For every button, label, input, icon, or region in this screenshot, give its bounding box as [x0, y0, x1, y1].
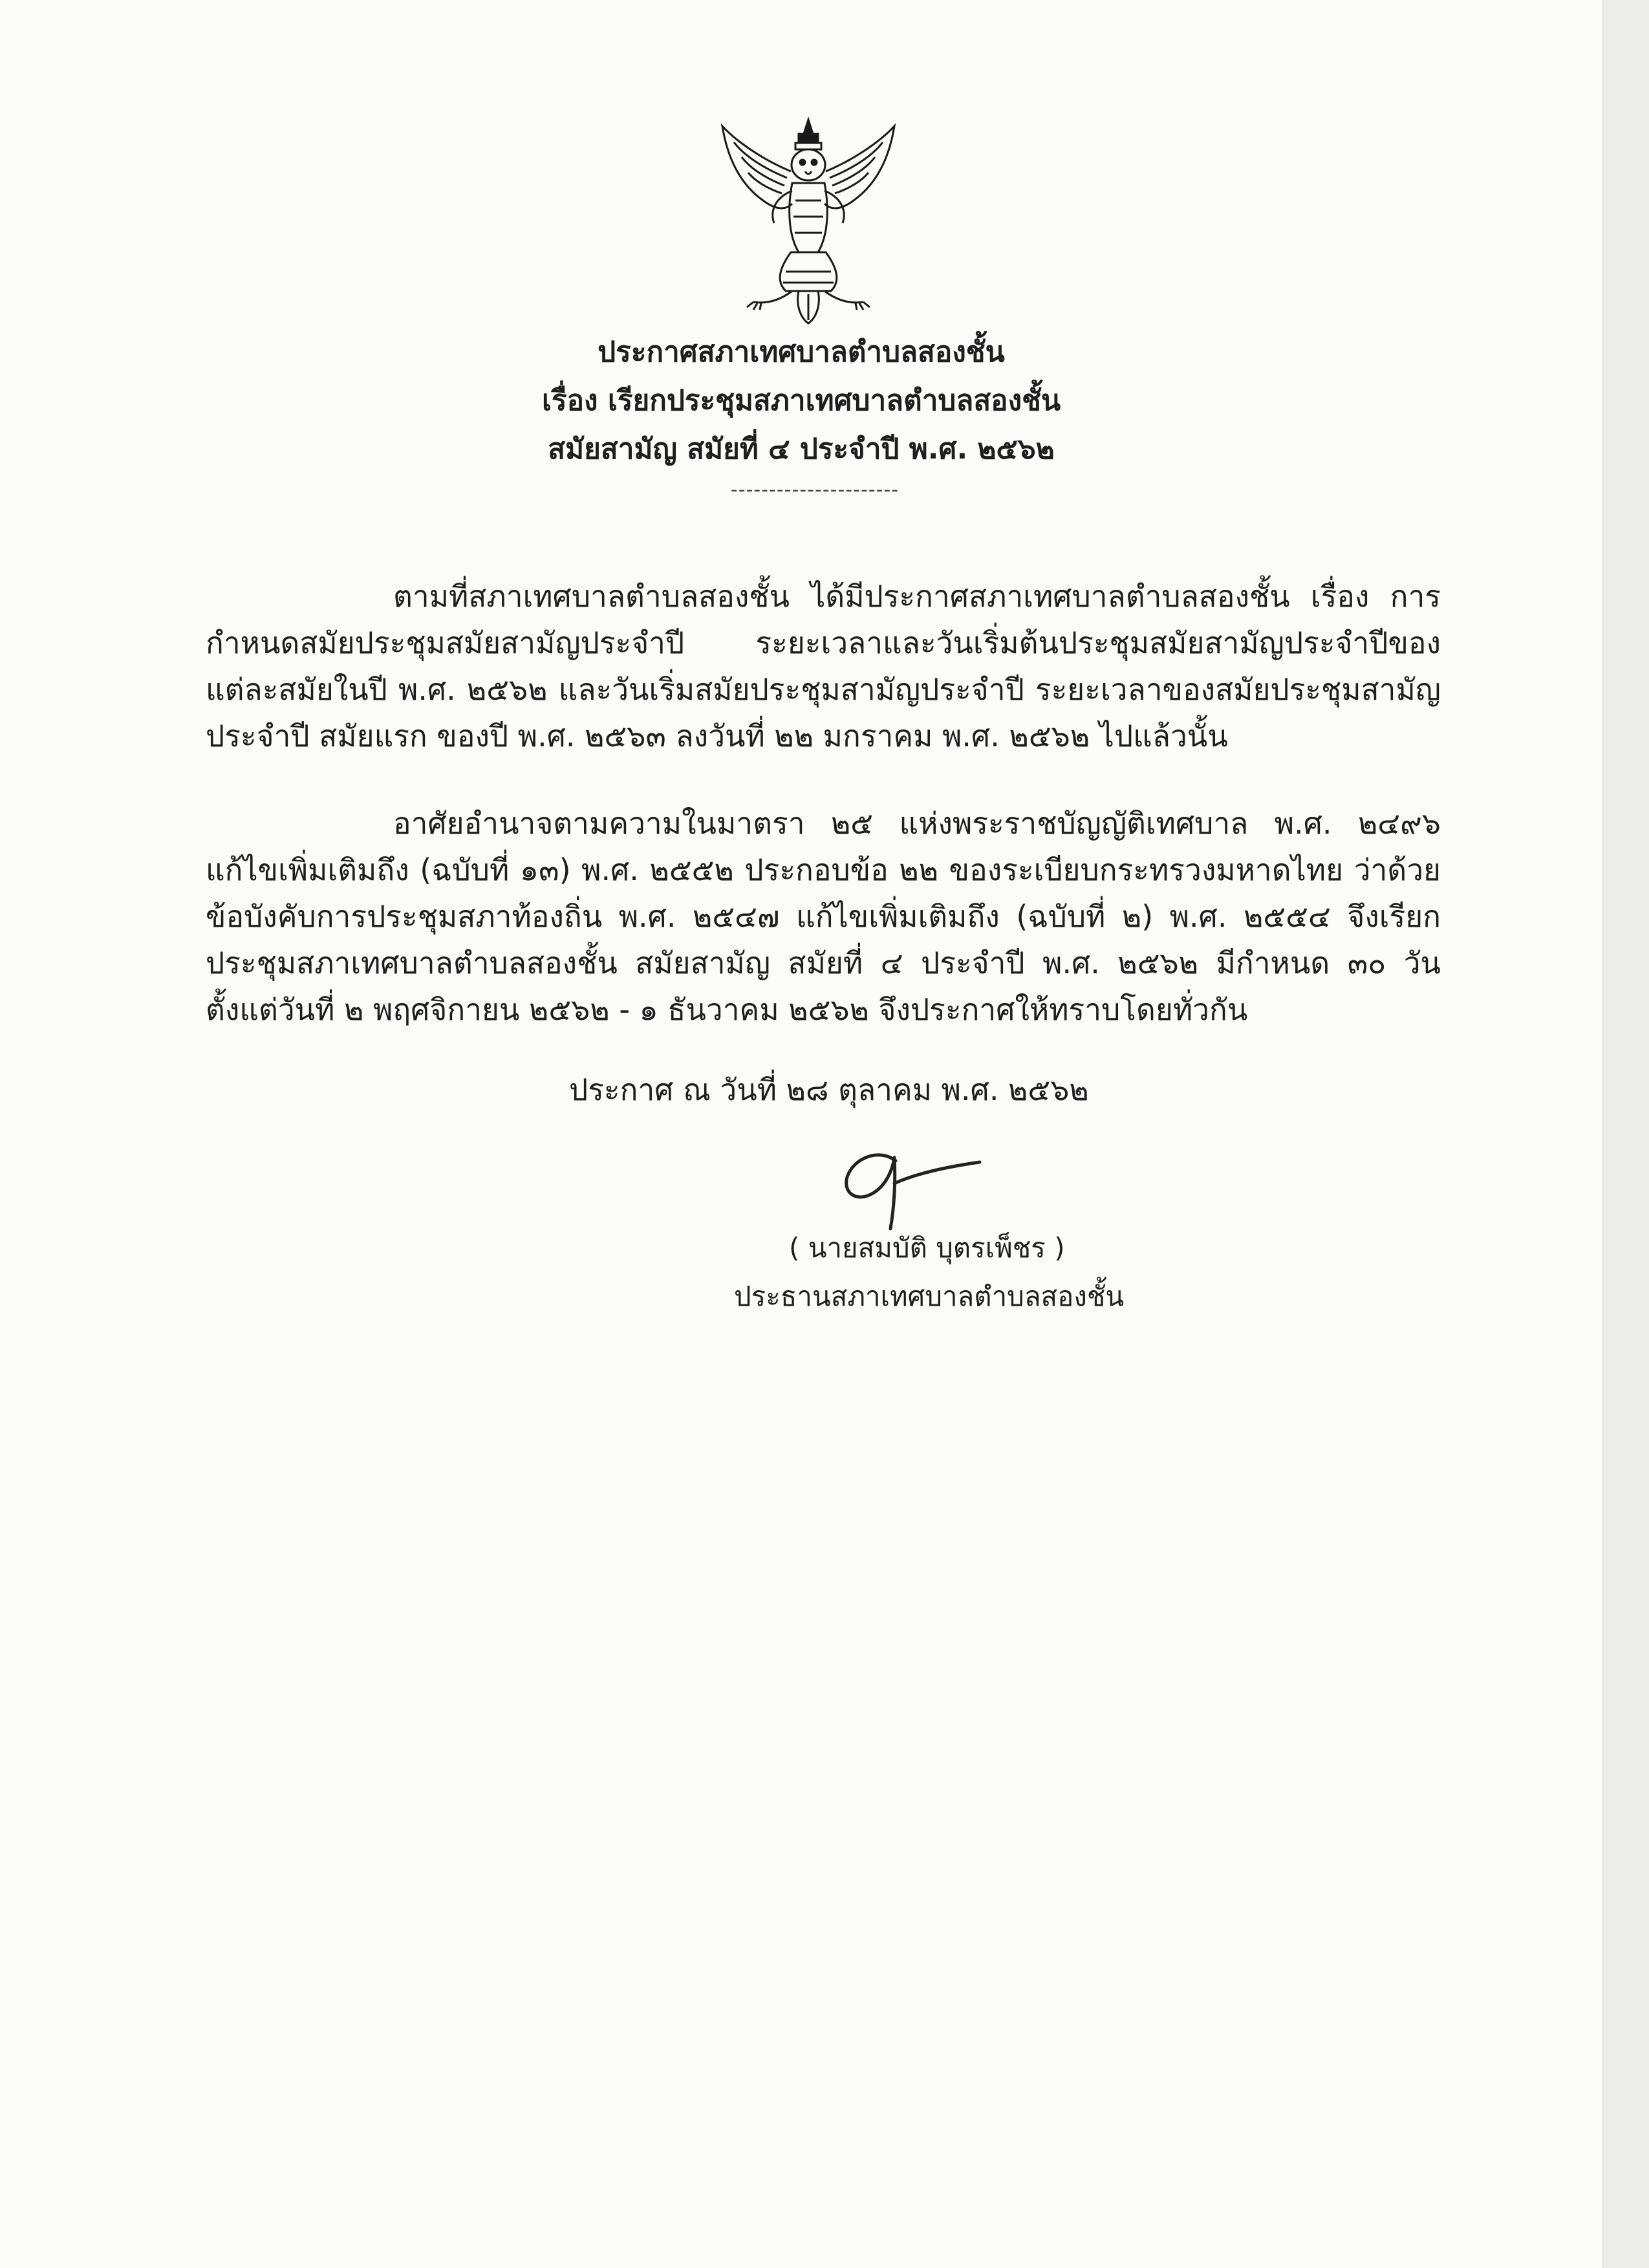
body-paragraph-1: ตามที่สภาเทศบาลตำบลสองชั้น ได้มีประกาศสภาเทศบาลตำบลสองชั้น เรื่อง การกำหนดสมัยประชุมสมัยสามัญประจำปี ระยะเวลาและวันเริ่มต้นประชุมสมัยสามัญประจำปีของแต่ละสมัยในปี พ.ศ. ๒๕๖๒ และวันเริ่มสมัยประชุมสามัญประจำปี ระยะเวลาของสมัยประชุมสามัญประจำปี สมัยแรก ของปี พ.ศ. ๒๕๖๓ ลงวันที่ ๒๒ มกราคม พ.ศ. ๒๕๖๒ ไปแล้วนั้น [206, 579, 1441, 753]
header-divider: ---------------------- [730, 479, 900, 501]
body-paragraph-2: อาศัยอำนาจตามความในมาตรา ๒๕ แห่งพระราชบัญญัติเทศบาล พ.ศ. ๒๔๙๖ แก้ไขเพิ่มเติมถึง (ฉบับที่ ๑๓) พ.ศ. ๒๕๕๒ ประกอบข้อ ๒๒ ของระเบียบกระทรวงมหาดไทย ว่าด้วยข้อบังคับการประชุมสภาท้องถิ่น พ.ศ. ๒๕๔๗ แก้ไขเพิ่มเติมถึง (ฉบับที่ ๒) พ.ศ. ๒๕๕๔ จึงเรียกประชุมสภาเทศบาลตำบลสองชั้น สมัยสามัญ สมัยที่ ๔ ประจำปี พ.ศ. ๒๕๖๒ มีกำหนด ๓๐ วัน ตั้งแต่วันที่ ๒ พฤศจิกายน ๒๕๖๒ - ๑ ธันวาคม ๒๕๖๒ จึงประกาศให้ทราบโดยทั่วกัน [206, 806, 1441, 1027]
announcement-session: สมัยสามัญ สมัยที่ ๔ ประจำปี พ.ศ. ๒๕๖๒ [548, 433, 1055, 466]
announcement-subject: เรื่อง เรียกประชุมสภาเทศบาลตำบลสองชั้น [541, 384, 1061, 417]
garuda-emblem-icon [715, 113, 902, 327]
signer-name: ( นายสมบัติ บุตรเพ็ชร ) [789, 1232, 1065, 1264]
signer-title: ประธานสภาเทศบาลตำบลสองชั้น [734, 1280, 1125, 1312]
scan-edge [1604, 0, 1649, 2268]
handwritten-signature-icon [818, 1122, 1012, 1232]
announcement-title: ประกาศสภาเทศบาลตำบลสองชั้น [598, 336, 1005, 369]
announcement-dateline: ประกาศ ณ วันที่ ๒๘ ตุลาคม พ.ศ. ๒๕๖๒ [569, 1072, 1089, 1107]
